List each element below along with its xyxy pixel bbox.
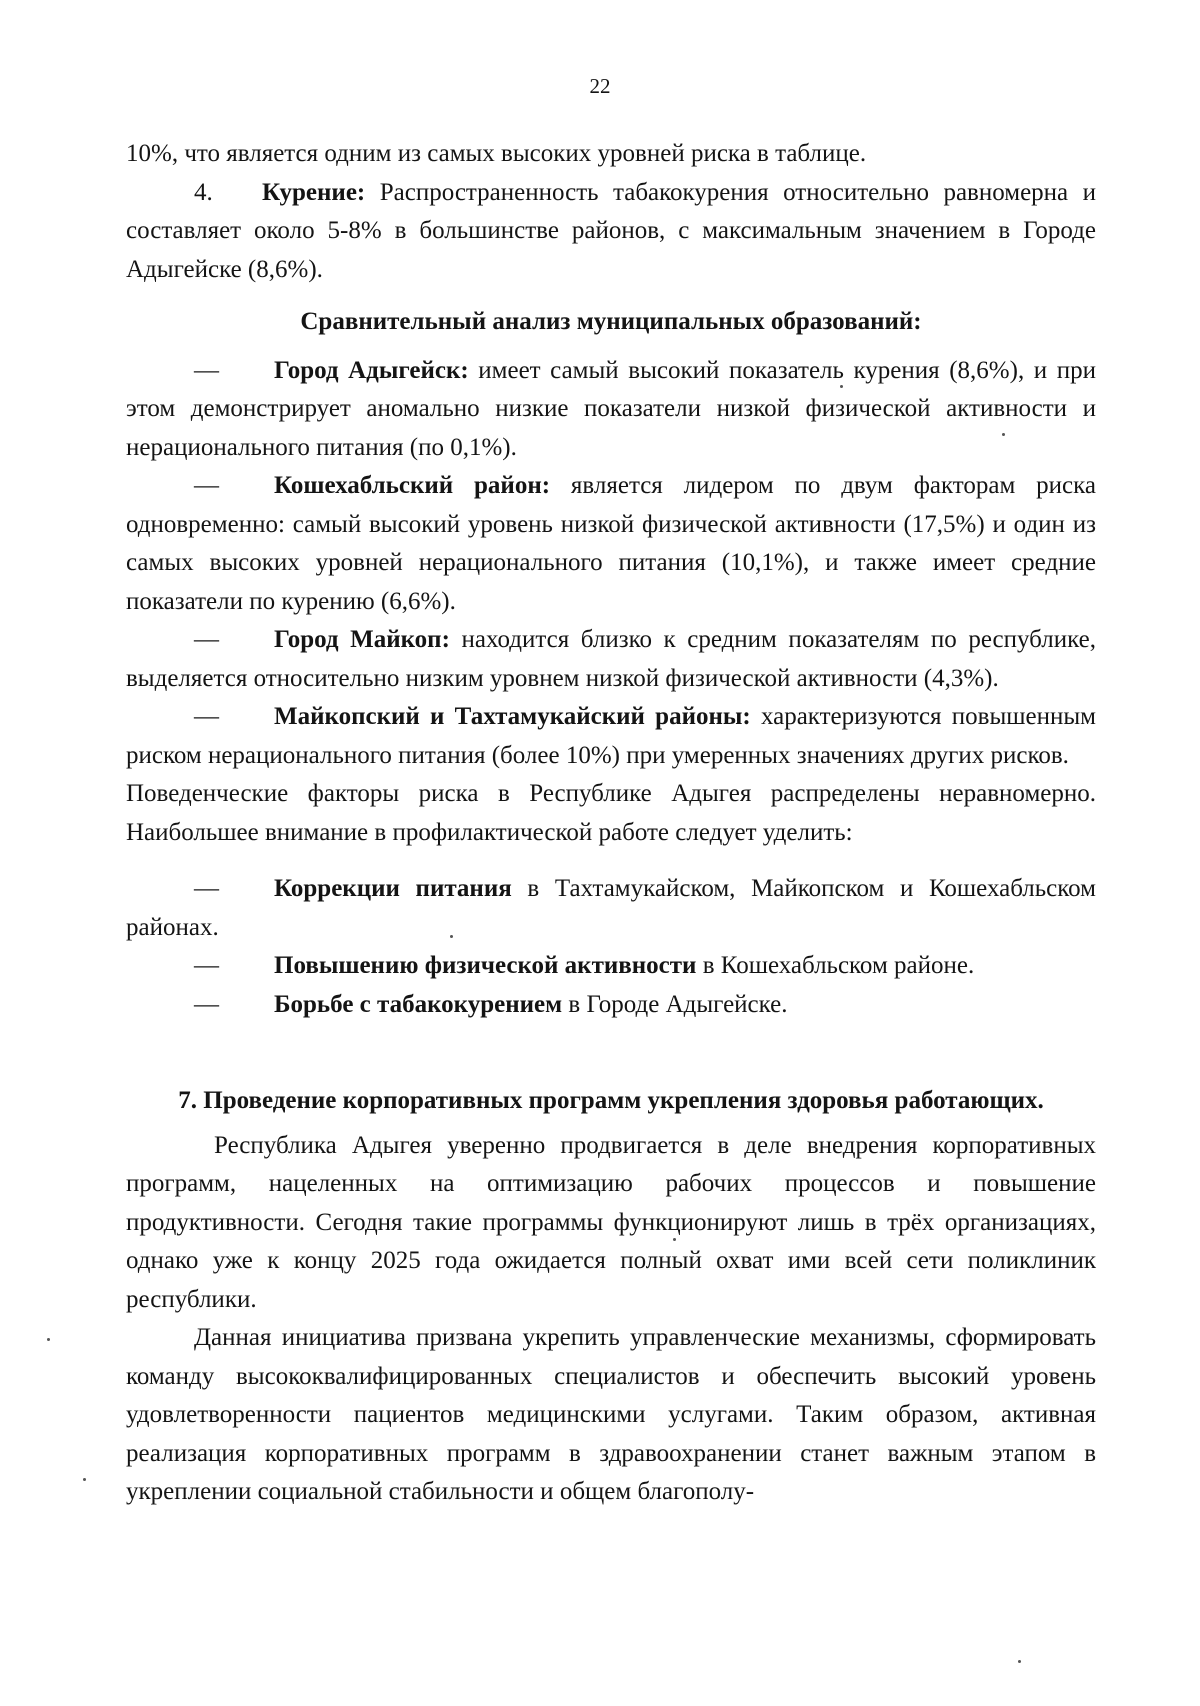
municipality-text: находится близко к средним показателям по республике, выделяется относительно низким уровнем низкой физической активности (4,3%). — [126, 626, 1097, 692]
municipality-text: характеризуются повышенным риском нерационального питания (более 10%) при умеренных значениях других рисков. — [126, 703, 1096, 769]
section-7-title: 7. Проведение корпоративных программ укрепления здоровья работающих. — [178, 1087, 1044, 1114]
municipality-label: Майкопский и Тахтамукайский районы: — [274, 703, 751, 730]
priority-item — [126, 986, 1096, 1025]
scan-speck — [47, 1338, 50, 1341]
page-number: 22 — [589, 74, 611, 98]
municipality-item — [126, 352, 1096, 468]
scan-speck — [673, 1238, 676, 1241]
scan-speck — [83, 1478, 86, 1481]
dash-marker: — — [194, 875, 219, 902]
summary-paragraph: Поведенческие факторы риска в Республике Адыгея распределены неравномерно. Наибольшее внимание в профилактической работе следует уделить: — [126, 780, 1096, 846]
section-7-paragraph-1: Республика Адыгея уверенно продвигается в деле внедрения корпоративных программ, нацеленных на оптимизацию рабочих процессов и повышение продуктивности. Сегодня такие программы функционируют лишь в трёх организациях, однако уже к концу 2025 года ожидается полный охват ими всей сети поликлиник республики. — [126, 1131, 1096, 1313]
section-7-paragraph-2: Данная инициатива призвана укрепить управленческие механизмы, сформировать команду высококвалифицированных специалистов и обеспечить высокий уровень удовлетворенности пациентов медицинскими услугами. Таким образом, активная реализация корпоративных программ в здравоохранении станет важным этапом в укреплении социальной стабильности и общем благополу- — [126, 1324, 1096, 1505]
dash-marker: — — [194, 626, 219, 653]
list-item-label: Курение: — [262, 178, 366, 206]
dash-marker: — — [194, 703, 219, 730]
priority-label: Повышению физической активности — [274, 952, 697, 979]
priority-text: в Тахтамукайском, Майкопском и Кошехабльском районах. — [126, 875, 1097, 941]
municipality-item — [126, 621, 1096, 698]
priority-item — [126, 870, 1096, 947]
scan-speck — [450, 935, 453, 938]
scan-speck — [1018, 1660, 1021, 1663]
scan-speck — [840, 385, 843, 388]
municipality-label: Кошехабльский район: — [274, 472, 551, 499]
dash-marker: — — [194, 990, 219, 1018]
municipality-item — [126, 467, 1096, 621]
municipality-label: Город Адыгейск: — [274, 356, 469, 384]
priority-label: Коррекции питания — [274, 875, 512, 902]
dash-marker: — — [194, 356, 219, 384]
scan-speck — [1002, 433, 1005, 436]
municipality-item — [126, 698, 1096, 775]
spacer — [126, 852, 1096, 870]
list-item-4 — [126, 174, 1096, 290]
municipality-text: является лидером по двум факторам риска одновременно: самый высокий уровень низкой физической активности (17,5%) и один из самых высоких уровней нерационального питания (10,1%), и также имеет средние показатели по курению (6,6%). — [126, 472, 1097, 615]
intro-continuation: 10%, что является одним из самых высоких уровней риска в таблице. — [126, 140, 867, 167]
priority-label: Борьбе с табакокурением — [274, 990, 563, 1018]
list-number: 4. — [194, 178, 213, 206]
document-body — [126, 135, 1096, 1512]
comparative-heading: Сравнительный анализ муниципальных образований: — [300, 308, 922, 335]
list-item-text: Распространенность табакокурения относительно равномерна и составляет около 5-8% в большинстве районов, с максимальным значением в Городе Адыгейске (8,6%). — [126, 178, 1096, 283]
priority-text: в Городе Адыгейске. — [562, 990, 788, 1018]
dash-marker: — — [194, 952, 219, 979]
municipality-text: имеет самый высокий показатель курения (8,6%), и при этом демонстрирует аномально низкие показатели низкой физической активности и нерационального питания (по 0,1%). — [126, 356, 1097, 461]
priority-text: в Кошехабльском районе. — [696, 952, 975, 979]
municipality-label: Город Майкоп: — [274, 626, 450, 653]
priority-item — [126, 947, 1096, 986]
dash-marker: — — [194, 472, 219, 499]
